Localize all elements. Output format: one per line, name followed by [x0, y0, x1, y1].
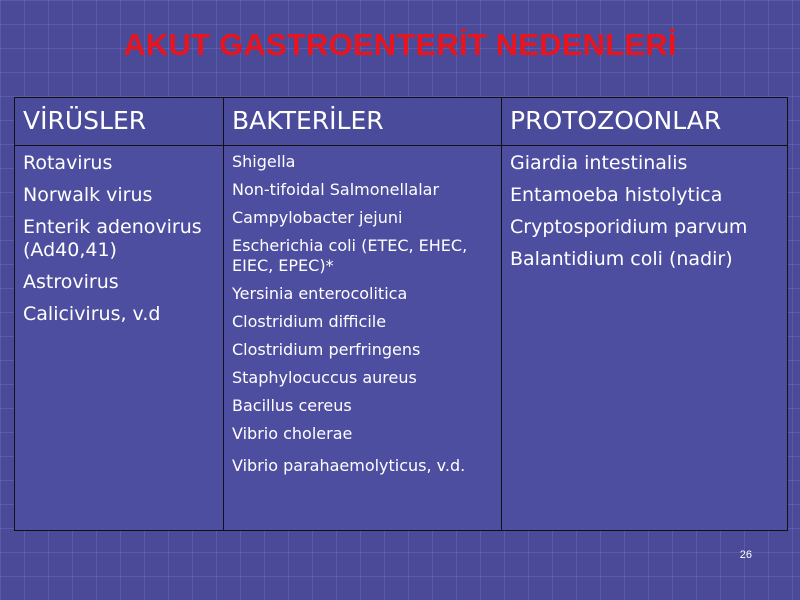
header-bacteria: BAKTERİLER [224, 98, 502, 146]
header-protozoa: PROTOZOONLAR [502, 98, 788, 146]
list-item: Vibrio cholerae [232, 424, 353, 443]
list-item: Clostridium difficile [232, 312, 387, 331]
protozoa-cell [502, 146, 788, 531]
list-item: Campylobacter jejuni [232, 208, 403, 227]
list-item: Giardia intestinalis [510, 152, 688, 174]
list-item: Calicivirus, v.d [23, 303, 161, 325]
list-item: Rotavirus [23, 152, 113, 174]
list-item: Shigella [232, 152, 296, 171]
viruses-cell [15, 146, 224, 531]
list-item: Non-tifoidal Salmonellalar [232, 180, 440, 199]
list-item: Astrovirus [23, 271, 119, 293]
list-item: Escherichia coli (ETEC, EHEC, EIEC, EPEC)* [232, 236, 468, 275]
header-viruses: VİRÜSLER [15, 98, 224, 146]
list-item: Clostridium perfringens [232, 340, 421, 359]
list-item: Balantidium coli (nadir) [510, 248, 733, 270]
list-item: Staphylocuccus aureus [232, 368, 417, 387]
list-item: Yersinia enterocolitica [232, 284, 408, 303]
table-header-row [15, 98, 788, 146]
list-item: Norwalk virus [23, 184, 153, 206]
causes-table [14, 97, 788, 531]
list-item: Vibrio parahaemolyticus, v.d. [232, 456, 466, 475]
page-number: 26 [739, 549, 752, 561]
bacteria-cell [224, 146, 502, 531]
list-item: Enterik adenovirus (Ad40,41) [23, 216, 202, 261]
table-body-row [15, 146, 788, 531]
list-item: Entamoeba histolytica [510, 184, 723, 206]
list-item: Bacillus cereus [232, 396, 352, 415]
list-item: Cryptosporidium parvum [510, 216, 748, 238]
slide-title: AKUT GASTROENTERİT NEDENLERİ [123, 27, 677, 62]
